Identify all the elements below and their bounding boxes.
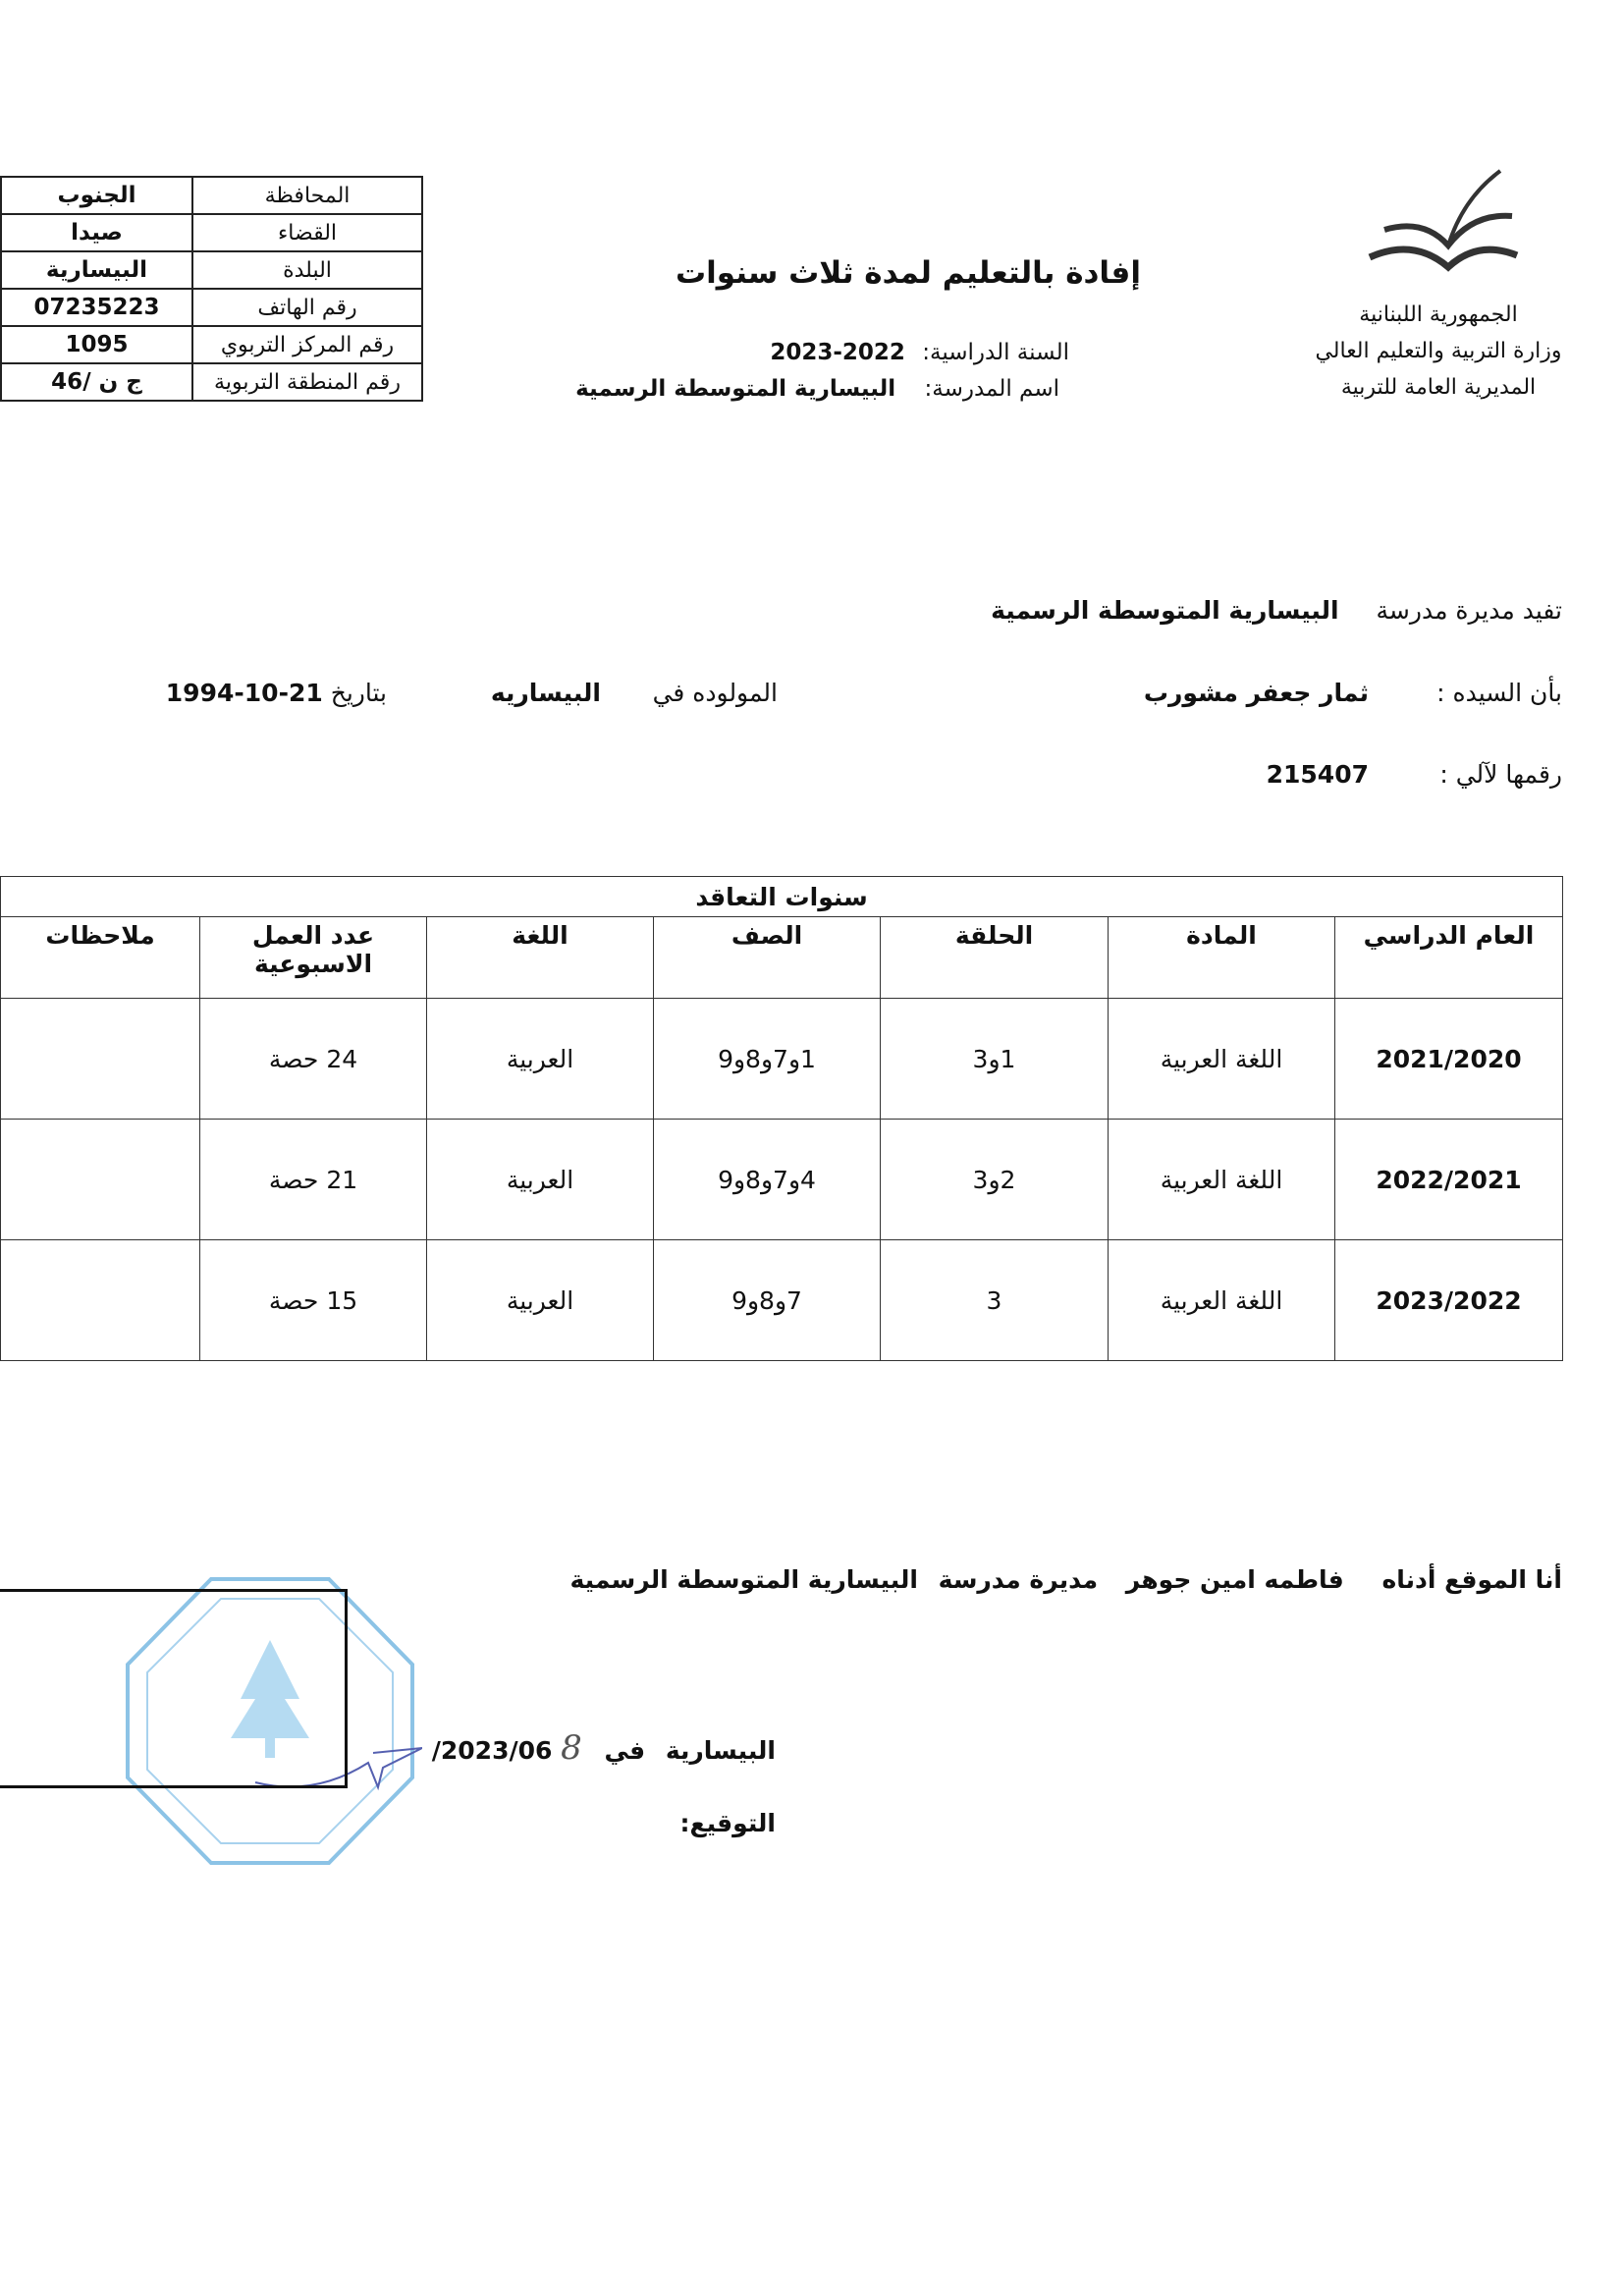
- column-header: عدد العمل الاسبوعية: [200, 917, 427, 999]
- cell-year: 2021/2020: [1335, 999, 1563, 1120]
- info-value: الجنوب: [1, 177, 192, 214]
- born-label: المولوده في: [652, 679, 778, 707]
- cell-subject: اللغة العربية: [1109, 1240, 1335, 1361]
- school-year-value: 2022-2023: [770, 340, 905, 365]
- cell-hours: 24 حصة: [200, 999, 427, 1120]
- table-caption: سنوات التعاقد: [1, 877, 1563, 917]
- in-label: في: [604, 1736, 646, 1765]
- info-value: 1095: [1, 326, 192, 363]
- contract-years-table: [0, 876, 1563, 1361]
- ministry-logo-icon: [1355, 169, 1522, 277]
- date-label: بتاريخ: [330, 679, 387, 707]
- birthdate-line: [166, 679, 387, 707]
- school-info-table: [0, 176, 423, 402]
- signature-box: [0, 1589, 348, 1788]
- directorate-label: المديرية العامة للتربية: [1340, 375, 1537, 400]
- cell-hours: 21 حصة: [200, 1120, 427, 1240]
- number-label: رقمها لآلي :: [1439, 760, 1562, 789]
- certifies-label: تفيد مديرة مدرسة: [1376, 596, 1562, 625]
- column-header: الصف: [654, 917, 881, 999]
- info-value: صيدا: [1, 214, 192, 251]
- info-value: البيسارية: [1, 251, 192, 289]
- issue-date: /2023/06: [431, 1736, 553, 1765]
- mrs-label: بأن السيده :: [1436, 679, 1562, 707]
- cell-notes: [1, 1240, 200, 1361]
- birthdate: 21-10-1994: [165, 679, 323, 707]
- info-value: ج ن /46: [1, 363, 192, 401]
- handwritten-day: 8: [561, 1728, 582, 1768]
- cell-cycle: 2و3: [881, 1120, 1109, 1240]
- info-label: رقم المركز التربوي: [192, 326, 422, 363]
- cell-language: العربية: [427, 999, 654, 1120]
- cell-notes: [1, 999, 200, 1120]
- signature-label: التوقيع:: [679, 1809, 776, 1837]
- column-header: الحلقة: [881, 917, 1109, 999]
- info-label: رقم المنطقة التربوية: [192, 363, 422, 401]
- cell-year: 2022/2021: [1335, 1120, 1563, 1240]
- document-title: إفادة بالتعليم لمدة ثلاث سنوات: [676, 255, 1141, 291]
- table-row: [1, 999, 1563, 1120]
- date-line: [432, 1728, 776, 1768]
- republic-label: الجمهورية اللبنانية: [1359, 302, 1518, 327]
- info-label: القضاء: [192, 214, 422, 251]
- info-label: المحافظة: [192, 177, 422, 214]
- cell-grade: 7و8و9: [654, 1240, 881, 1361]
- cell-language: العربية: [427, 1240, 654, 1361]
- school-name-label: اسم المدرسة:: [924, 376, 1059, 402]
- certify-school: البيسارية المتوسطة الرسمية: [991, 596, 1339, 625]
- cell-cycle: 3: [881, 1240, 1109, 1361]
- school-name-value: البيسارية المتوسطة الرسمية: [575, 376, 896, 402]
- table-row: [1, 1120, 1563, 1240]
- cell-grade: 1و7و8و9: [654, 999, 881, 1120]
- teacher-name: ثمار جعفر مشورب: [1143, 679, 1369, 707]
- school-year-label: السنة الدراسية:: [922, 340, 1069, 365]
- birthplace: البيساريه: [490, 679, 601, 707]
- table-row: [1, 1240, 1563, 1361]
- cell-cycle: 1و3: [881, 999, 1109, 1120]
- certify-line: [991, 596, 1562, 625]
- cell-language: العربية: [427, 1120, 654, 1240]
- school-name-line: [575, 376, 1059, 402]
- column-header: المادة: [1109, 917, 1335, 999]
- info-label: رقم الهاتف: [192, 289, 422, 326]
- signer-role: مديرة مدرسة: [938, 1565, 1099, 1594]
- column-header: العام الدراسي: [1335, 917, 1563, 999]
- signer-line: [569, 1565, 1562, 1594]
- cell-hours: 15 حصة: [200, 1240, 427, 1361]
- signed-below-label: أنا الموقع أدناه: [1381, 1565, 1562, 1594]
- cell-subject: اللغة العربية: [1109, 999, 1335, 1120]
- info-label: البلدة: [192, 251, 422, 289]
- cell-year: 2023/2022: [1335, 1240, 1563, 1361]
- ministry-label: وزارة التربية والتعليم العالي: [1315, 339, 1562, 363]
- place: البيسارية: [665, 1736, 776, 1765]
- signer-name: فاطمه امين جوهر: [1125, 1565, 1344, 1594]
- column-header: ملاحظات: [1, 917, 200, 999]
- column-header: اللغة: [427, 917, 654, 999]
- teacher-number: 215407: [1266, 760, 1369, 789]
- cell-subject: اللغة العربية: [1109, 1120, 1335, 1240]
- info-value: 07235223: [1, 289, 192, 326]
- school-year-line: [770, 340, 1069, 365]
- cell-notes: [1, 1120, 200, 1240]
- signer-school: البيسارية المتوسطة الرسمية: [569, 1565, 918, 1594]
- cell-grade: 4و7و8و9: [654, 1120, 881, 1240]
